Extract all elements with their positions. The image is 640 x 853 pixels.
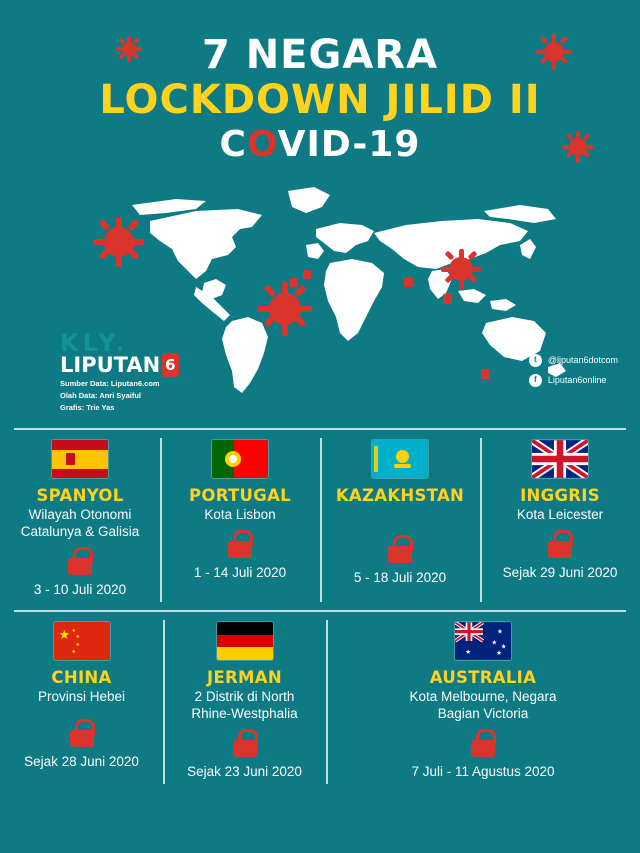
liputan-six-badge: 6 <box>162 353 178 377</box>
portugal-flag-icon <box>212 440 268 478</box>
country-date: Sejak 23 Juni 2020 <box>187 764 302 779</box>
virus-marker-asia <box>449 257 473 281</box>
lock-icon <box>471 729 495 757</box>
facebook-row[interactable] <box>529 372 618 388</box>
country-desc: 2 Distrik di North Rhine-Westphalia <box>191 689 298 721</box>
country-card-portugal <box>160 430 320 610</box>
country-name: AUSTRALIA <box>429 668 537 687</box>
credit-source: Sumber Data: Liputan6.com <box>60 379 160 388</box>
china-flag-icon <box>54 622 110 660</box>
country-card-china <box>0 612 163 792</box>
brand-block <box>60 329 179 413</box>
virus-marker-africa <box>269 293 301 325</box>
country-row-1 <box>0 430 640 610</box>
credit-data: Olah Data: Anri Syaiful <box>60 391 141 400</box>
country-name: CHINA <box>51 668 112 687</box>
country-desc: Kota Melbourne, Negara Bagian Victoria <box>409 689 557 721</box>
svg-text:★: ★ <box>465 649 472 657</box>
title-line-1: 7 NEGARA <box>201 32 439 78</box>
country-name: KAZAKHSTAN <box>335 486 465 505</box>
liputan-wordmark: LIPUTAN <box>60 353 161 377</box>
svg-text:★: ★ <box>500 643 507 651</box>
virus-marker-atlantic <box>104 227 134 257</box>
lock-icon <box>388 535 412 563</box>
country-card-australia <box>326 612 640 792</box>
country-card-jerman <box>163 612 326 792</box>
star-icon: ★ <box>71 649 76 655</box>
country-date: 1 - 14 Juli 2020 <box>193 565 287 580</box>
country-name: SPANYOL <box>36 486 124 505</box>
country-desc: Kota Leicester <box>516 507 604 522</box>
country-card-inggris <box>480 430 640 610</box>
liputan6-logo <box>60 353 179 377</box>
title-covid-highlight: O <box>246 124 278 165</box>
uk-flag-icon <box>532 440 588 478</box>
country-card-spanyol <box>0 430 160 610</box>
country-name: INGGRIS <box>520 486 600 505</box>
credit-graphics: Grafis: Trie Yas <box>60 403 115 412</box>
country-date: 7 Juli - 11 Agustus 2020 <box>411 764 555 779</box>
svg-text:★: ★ <box>497 628 503 636</box>
title-line-2: LOCKDOWN JILID II <box>99 77 541 123</box>
country-date: Sejak 28 Juni 2020 <box>24 754 139 769</box>
country-name: JERMAN <box>207 668 282 687</box>
lock-icon <box>68 547 92 575</box>
title-covid-pre: C <box>219 124 247 165</box>
kazakhstan-flag-icon <box>372 440 428 478</box>
poster-header <box>0 0 640 166</box>
country-card-kazakhstan <box>320 430 480 610</box>
star-icon: ★ <box>75 634 80 640</box>
twitter-handle: @liputan6dotcom <box>547 355 618 365</box>
facebook-icon: f <box>529 374 542 387</box>
country-row-2 <box>0 612 640 792</box>
facebook-handle: Liputan6online <box>547 375 607 385</box>
australia-flag-icon <box>455 622 511 660</box>
twitter-icon: t <box>529 354 542 367</box>
social-links <box>529 352 618 392</box>
lock-icon <box>548 530 572 558</box>
lock-icon <box>228 530 252 558</box>
country-desc: Wilayah Otonomi Catalunya & Galisia <box>20 507 140 539</box>
germany-flag-icon <box>217 622 273 660</box>
svg-text:★: ★ <box>496 650 502 657</box>
country-date: 5 - 18 Juli 2020 <box>353 570 447 585</box>
country-date: 3 - 10 Juli 2020 <box>33 582 127 597</box>
twitter-row[interactable] <box>529 352 618 368</box>
title-covid-post: VID-19 <box>277 124 421 165</box>
star-icon: ★ <box>71 628 76 634</box>
title-line-3 <box>0 124 640 166</box>
country-desc: Provinsi Hebei <box>37 689 126 704</box>
svg-text:★: ★ <box>491 639 498 647</box>
spain-flag-icon <box>52 440 108 478</box>
country-desc: Kota Lisbon <box>204 507 276 522</box>
star-icon: ★ <box>75 642 80 648</box>
star-icon: ★ <box>58 627 71 642</box>
lock-icon <box>70 719 94 747</box>
country-name: PORTUGAL <box>189 486 291 505</box>
kly-logo: KLY. <box>60 329 129 357</box>
country-date: Sejak 29 Juni 2020 <box>502 565 618 580</box>
country-grid <box>0 428 640 792</box>
lock-icon <box>233 729 257 757</box>
